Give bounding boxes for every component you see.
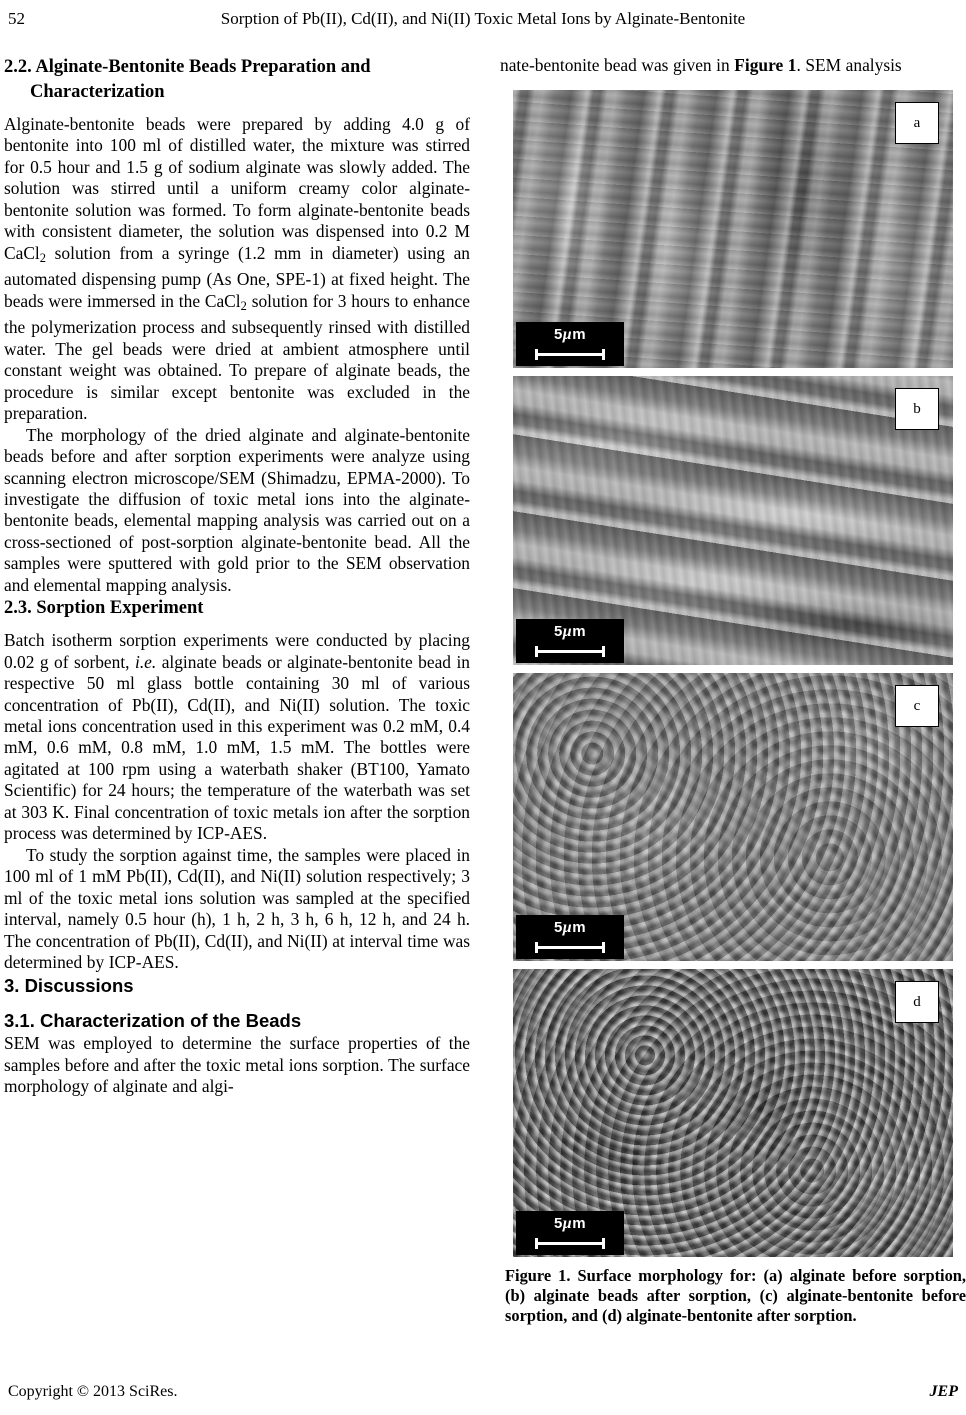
scale-bar-value-b: 5 <box>553 623 563 641</box>
paragraph-2-3-a-part1: Batch isotherm sorption experiments were conducted by placing 0.02 g of sorbent, <box>4 630 470 672</box>
scale-bar-c <box>516 915 624 959</box>
scale-bar-text-d <box>516 1215 624 1233</box>
scale-bar-rule-d <box>535 1242 605 1245</box>
section-heading-2-2-line1: 2.2. Alginate-Bentonite Beads Preparation and <box>4 57 371 77</box>
scale-bar-rule-c <box>535 946 605 949</box>
sem-panel-c <box>513 673 953 961</box>
sem-panel-b <box>513 376 953 665</box>
journal-abbreviation: JEP <box>929 1383 958 1400</box>
micro-symbol-c: μ <box>562 919 573 937</box>
figure-reference: Figure 1 <box>734 55 797 75</box>
continuation-part1: nate-bentonite bead was given in <box>500 55 735 75</box>
paragraph-2-2-a-part2: solution from a syringe (1.2 mm in diameter) using an automated dispensing pump (As One, SPE-1) at fixed height. The beads were immersed in the CaCl <box>4 242 470 311</box>
scale-bar-text-a <box>516 326 624 344</box>
scale-bar-text-b <box>516 623 624 641</box>
section-heading-3: 3. Discussions <box>4 975 134 997</box>
scale-bar-unit-d: m <box>572 1215 587 1233</box>
scale-bar-unit-b: m <box>572 623 587 641</box>
sem-panel-d <box>513 969 953 1257</box>
right-column <box>500 55 966 1325</box>
scale-bar-unit-a: m <box>572 326 587 344</box>
paragraph-continuation <box>500 55 966 76</box>
scale-bar-d <box>516 1211 624 1255</box>
copyright-notice: Copyright © 2013 SciRes. <box>8 1383 178 1400</box>
paragraph-2-3-a <box>4 630 470 845</box>
section-heading-2-2 <box>4 55 470 105</box>
panel-label-d: d <box>895 981 939 1023</box>
scale-bar-rule-b <box>535 650 605 653</box>
running-head <box>0 8 966 30</box>
micro-symbol-d: μ <box>562 1215 573 1233</box>
running-title: Sorption of Pb(II), Cd(II), and Ni(II) Toxic Metal Ions by Alginate-Bentonite <box>220 9 746 28</box>
scale-bar-unit-c: m <box>572 919 587 937</box>
subscript-cacl2-first: 2 <box>39 250 47 265</box>
paragraph-2-2-b: The morphology of the dried alginate and alginate-bentonite beads before and after sorption experiments were analyze using scanning electron microscope/SEM (Shimadzu, EPMA-2000). To investigate the diffusion of toxic metal ions into the alginate-bentonite beads, elemental mapping analysis was carried out on a cross-sectioned of post-sorption alginate-bentonite bead. All the samples were sputtered with gold prior to the SEM observation and elemental mapping analysis. <box>4 424 470 595</box>
scale-bar-b <box>516 619 624 663</box>
panel-label-c: c <box>895 685 939 727</box>
italic-ie: i.e. <box>134 651 157 672</box>
micro-symbol-a: μ <box>562 326 573 344</box>
scale-bar-rule-a <box>535 353 605 356</box>
paragraph-2-2-a <box>4 114 470 425</box>
paragraph-2-3-b: To study the sorption against time, the samples were placed in 100 ml of 1 mM Pb(II), Cd(II), and Ni(II) solution respectively; 3 ml of the toxic metal ions solution was sampled at the specified interval, namely 0.5 hour (h), 1 h, 2 h, 3 h, 6 h, 12 h, and 24 h. The concentration of Pb(II), Cd(II), and Ni(II) at interval time was determined by ICP-AES. <box>4 844 470 973</box>
scale-bar-value-a: 5 <box>553 326 563 344</box>
section-heading-2-2-line2: Characterization <box>30 82 165 102</box>
scale-bar-text-c <box>516 919 624 937</box>
section-heading-2-3: 2.3. Sorption Experiment <box>4 598 204 619</box>
page-footer <box>0 1381 966 1403</box>
paragraph-2-2-a-part1: Alginate-bentonite beads were prepared by adding 4.0 g of bentonite into 100 ml of distilled water, the mixture was stirred for 0.5 hour and 1.5 g of sodium alginate was slowly added. The solution was stirred until a uniform creamy color alginate-bentonite solution was formed. To form alginate-bentonite beads with consistent diameter, the solution was dispensed into 0.2 M CaCl <box>4 114 470 263</box>
continuation-part2: . SEM analysis <box>796 55 902 75</box>
panel-label-b: b <box>895 388 939 430</box>
section-heading-3-1: 3.1. Characterization of the Beads <box>4 1010 302 1032</box>
micro-symbol-b: μ <box>562 623 573 641</box>
panel-label-a: a <box>895 102 939 144</box>
scale-bar-value-d: 5 <box>553 1215 563 1233</box>
sem-panel-a <box>513 90 953 368</box>
paragraph-2-3-a-part2: alginate beads or alginate-bentonite bead in respective 50 ml glass bottle containing 30 ml of various concentration of Pb(II), Cd(II), and Ni(II) solution. The toxic metal ions concentration used in this experiment was 0.2 mM, 0.4 mM, 0.6 mM, 0.8 mM, 1.0 mM, 1.5 mM. The bottles were agitated at 100 rpm using a waterbath shaker (BT100, Yamato Scientific) for 24 hours; the temperature of the waterbath was set at 303 K. Final concentration of toxic metals ion after the sorption process was determined by ICP-AES. <box>4 651 470 844</box>
paragraph-3-1: SEM was employed to determine the surface properties of the samples before and after the toxic metal ions sorption. The surface morphology of alginate and algi- <box>4 1033 470 1097</box>
scale-bar-value-c: 5 <box>553 919 563 937</box>
left-column <box>4 55 470 1098</box>
subscript-cacl2-second: 2 <box>240 298 247 313</box>
page-number: 52 <box>8 9 25 28</box>
figure-1 <box>500 90 966 1325</box>
figure-caption: Figure 1. Surface morphology for: (a) alginate before sorption, (b) alginate beads after sorption, (c) alginate-bentonite before sorption, and (d) alginate-bentonite after sorption. <box>505 1266 966 1325</box>
paragraph-2-2-a-part3: solution for 3 hours to enhance the polymerization process and subsequently rinsed with distilled water. The gel beads were dried at ambient atmosphere until constant weight was obtained. To prepare of alginate beads, the procedure is similar except bentonite was excluded in the preparation. <box>4 290 470 424</box>
scale-bar-a <box>516 322 624 366</box>
